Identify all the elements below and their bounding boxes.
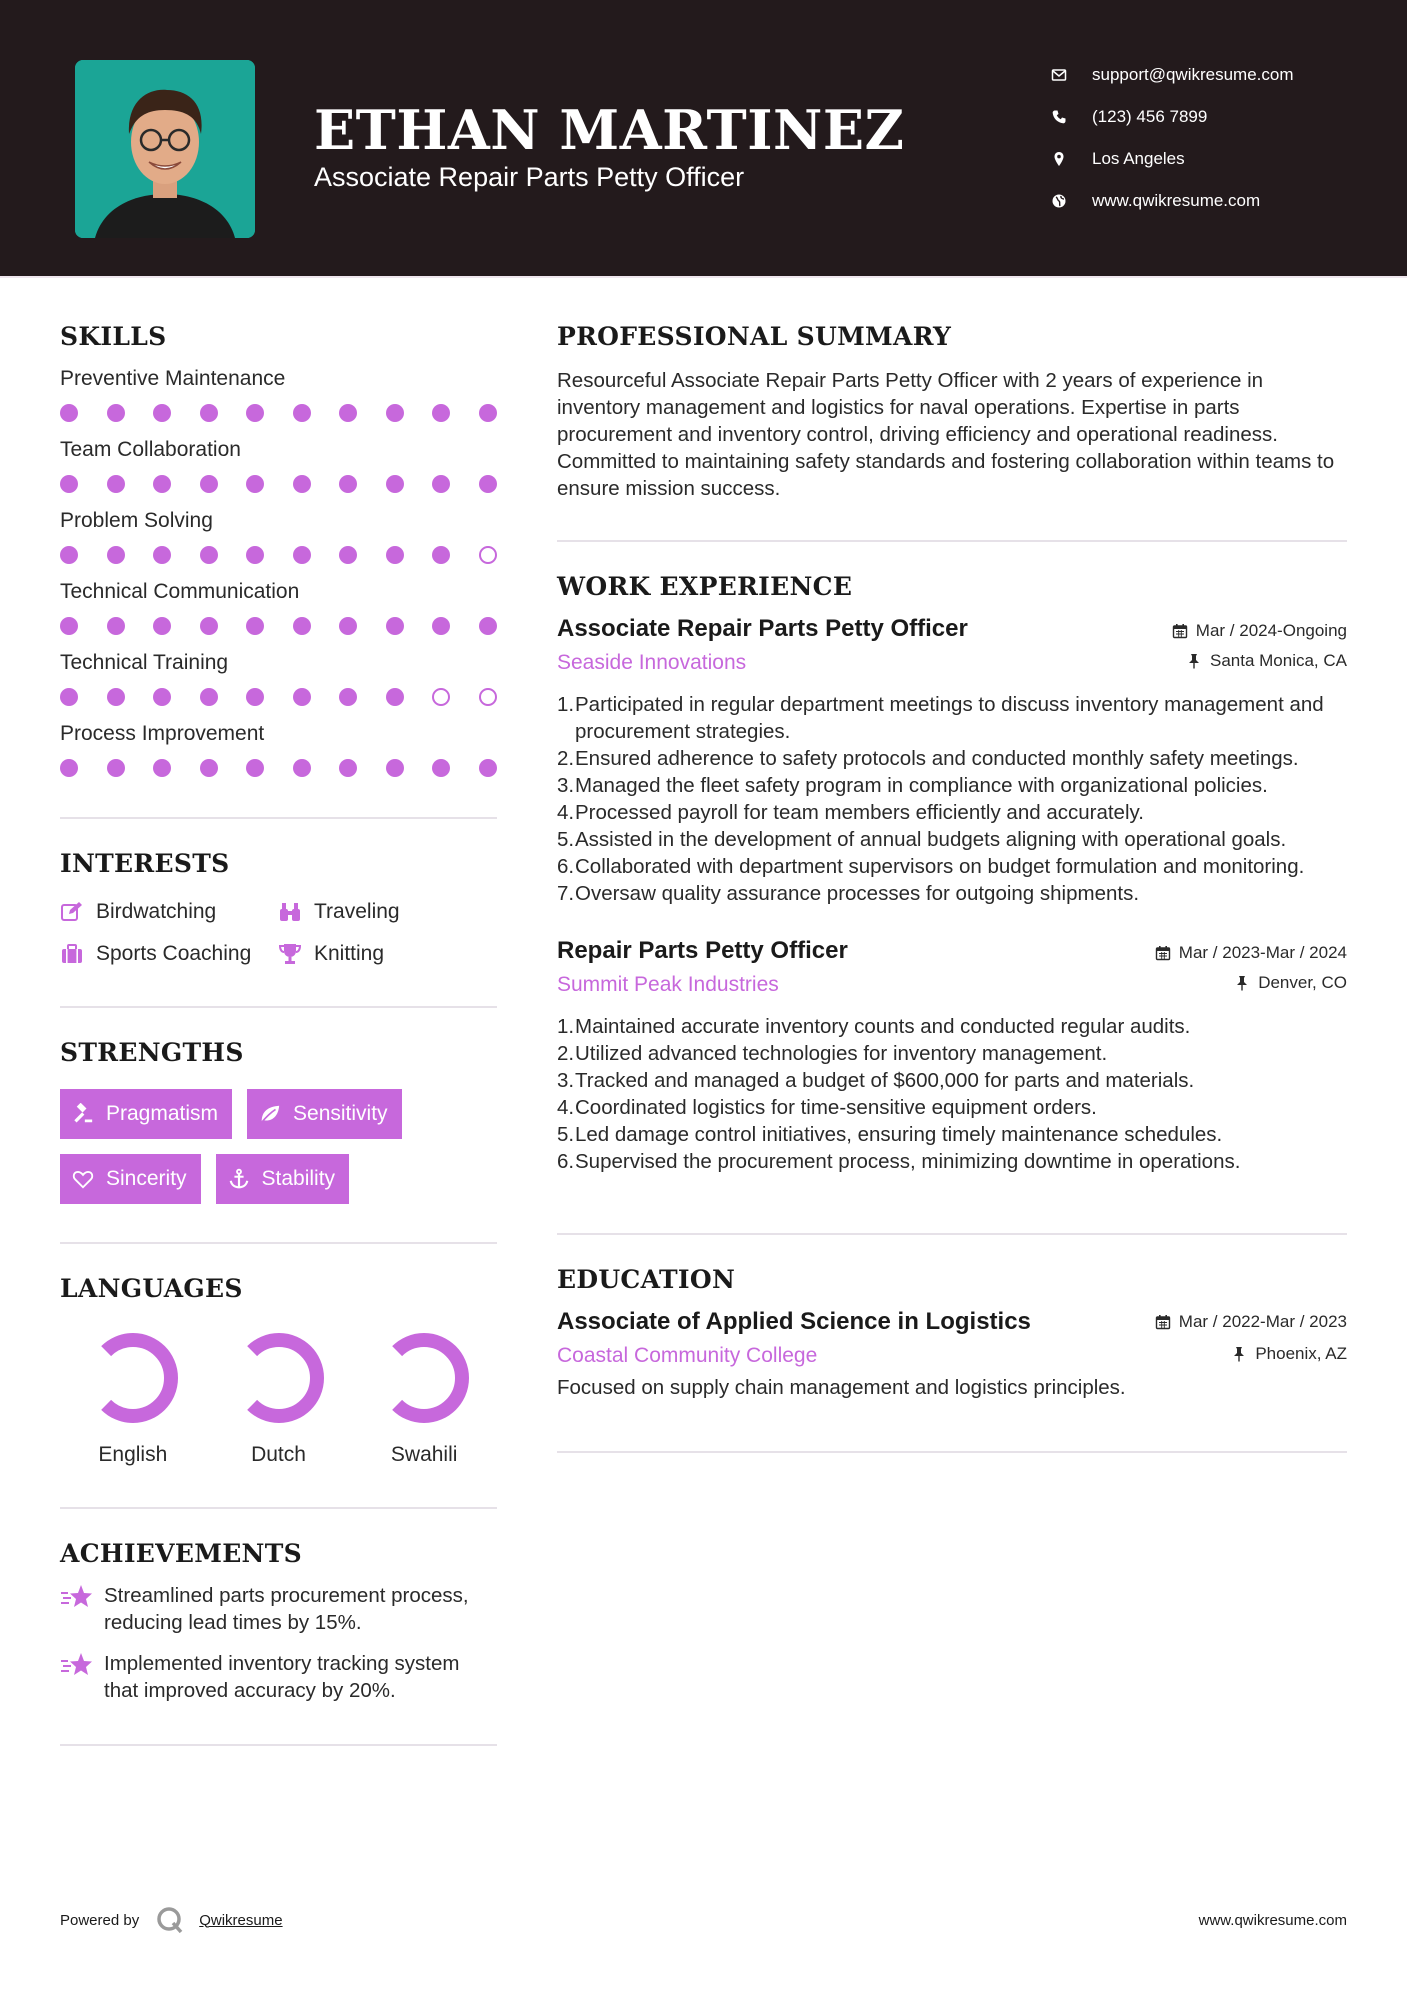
- section-divider: [60, 1242, 497, 1244]
- job-dates: [1155, 943, 1347, 963]
- job-entry: [557, 615, 1347, 907]
- skill-dot-filled: [479, 759, 497, 777]
- skill-label: Technical Training: [60, 651, 229, 674]
- skill-dot-filled: [386, 475, 404, 493]
- powered-by-text: Powered by: [60, 1911, 140, 1929]
- skill-dot-filled: [153, 759, 171, 777]
- skill-dot-filled: [432, 617, 450, 635]
- skill-dot-filled: [107, 546, 125, 564]
- skill-dot-filled: [293, 546, 311, 564]
- job-bullets: [557, 691, 1347, 907]
- skill-label: Preventive Maintenance: [60, 367, 286, 390]
- skill-dot-filled: [432, 404, 450, 422]
- skill-dot-filled: [107, 688, 125, 706]
- skill-label: Team Collaboration: [60, 438, 241, 461]
- achievement-text: Streamlined parts procurement process, reducing lead times by 15%.: [104, 1584, 469, 1634]
- skill-dot-filled: [386, 546, 404, 564]
- skill-rating: [60, 688, 497, 706]
- skill-dot-filled: [200, 546, 218, 564]
- strength-label: Pragmatism: [106, 1102, 219, 1125]
- skill-dot-filled: [386, 688, 404, 706]
- language-item: [60, 1331, 206, 1467]
- skill-dot-empty: [479, 688, 497, 706]
- skill-dot-filled: [479, 617, 497, 635]
- skill-dot-filled: [246, 546, 264, 564]
- skill-dot-filled: [153, 546, 171, 564]
- interest-label: Sports Coaching: [96, 942, 252, 965]
- skill-dot-filled: [479, 404, 497, 422]
- skills-section: [60, 322, 497, 777]
- calendar-icon: [1155, 1314, 1171, 1330]
- job-location-text: Santa Monica, CA: [1209, 651, 1347, 670]
- skill-dot-filled: [107, 617, 125, 635]
- skill-dot-filled: [60, 617, 78, 635]
- skill-dot-filled: [246, 404, 264, 422]
- briefcase-icon: [60, 942, 84, 966]
- skill-dot-filled: [153, 617, 171, 635]
- degree-title: Associate of Applied Science in Logistics: [557, 1308, 1031, 1335]
- job-title: Associate Repair Parts Petty Officer: [557, 615, 968, 642]
- job-bullet: Led damage control initiatives, ensuring timely maintenance schedules.: [575, 1123, 1223, 1146]
- education-location: [1231, 1344, 1347, 1364]
- section-divider: [60, 1507, 497, 1509]
- language-proficiency-arc: [397, 1340, 462, 1416]
- job-bullet: Processed payroll for team members efficiently and accurately.: [575, 801, 1144, 824]
- skill-dot-filled: [200, 759, 218, 777]
- summary-heading: PROFESSIONAL SUMMARY: [557, 322, 952, 351]
- job-bullets: [557, 1013, 1347, 1175]
- right-column: [557, 322, 1347, 1453]
- job-bullet: Utilized advanced technologies for inventory management.: [575, 1042, 1108, 1065]
- leaf-icon: [259, 1103, 281, 1125]
- skill-dot-filled: [432, 475, 450, 493]
- job-bullet: Assisted in the development of annual budgets aligning with operational goals.: [575, 828, 1287, 851]
- contact-website[interactable]: [1050, 180, 1380, 222]
- contact-email[interactable]: [1050, 54, 1380, 96]
- skill-dot-filled: [200, 475, 218, 493]
- skill-dot-filled: [153, 404, 171, 422]
- heart-icon: [72, 1168, 94, 1190]
- pushpin-icon: [1186, 653, 1202, 669]
- pushpin-icon: [1231, 1346, 1247, 1362]
- footer-url[interactable]: www.qwikresume.com: [1198, 1911, 1347, 1929]
- interest-item: [60, 942, 278, 966]
- interest-label: Traveling: [314, 900, 400, 923]
- contact-phone[interactable]: [1050, 96, 1380, 138]
- strength-badge: [60, 1154, 201, 1204]
- skill-dot-filled: [339, 475, 357, 493]
- skill-dot-filled: [200, 404, 218, 422]
- skill-dot-filled: [386, 617, 404, 635]
- pushpin-icon: [1234, 975, 1250, 991]
- language-proficiency-arc: [106, 1340, 171, 1416]
- education-section: [557, 1265, 1347, 1401]
- job-entry: [557, 937, 1347, 1175]
- experience-heading: WORK EXPERIENCE: [557, 572, 853, 601]
- skill-dot-filled: [60, 404, 78, 422]
- job-dates-text: Mar / 2024-Ongoing: [1195, 621, 1347, 640]
- strengths-heading: STRENGTHS: [60, 1038, 244, 1067]
- job-bullet: Supervised the procurement process, minimizing downtime in operations.: [575, 1150, 1241, 1173]
- interest-label: Knitting: [314, 942, 385, 965]
- gavel-icon: [72, 1103, 94, 1125]
- skill-dot-filled: [293, 759, 311, 777]
- map-pin-icon: [1050, 150, 1068, 168]
- company-name: Seaside Innovations: [557, 651, 747, 674]
- education-heading: EDUCATION: [557, 1265, 736, 1294]
- job-bullet: Ensured adherence to safety protocols and conducted monthly safety meetings.: [575, 747, 1299, 770]
- strength-label: Sensitivity: [293, 1102, 388, 1125]
- interest-item: [60, 900, 278, 924]
- trophy-icon: [278, 942, 302, 966]
- skill-dot-filled: [60, 688, 78, 706]
- job-bullet: Collaborated with department supervisors on budget formulation and monitoring.: [575, 855, 1305, 878]
- skill-dot-filled: [153, 688, 171, 706]
- job-location: [1186, 651, 1347, 671]
- skill-dot-filled: [107, 759, 125, 777]
- strength-badge: [216, 1154, 350, 1204]
- skill-dot-filled: [246, 475, 264, 493]
- job-bullet: Oversaw quality assurance processes for outgoing shipments.: [575, 882, 1140, 905]
- contact-location-text: Los Angeles: [1092, 149, 1185, 168]
- strength-label: Stability: [261, 1167, 336, 1190]
- education-dates: [1155, 1312, 1347, 1332]
- skill-dot-filled: [479, 475, 497, 493]
- achievements-section: [60, 1539, 497, 1704]
- section-divider: [60, 1006, 497, 1008]
- strength-badge: [60, 1089, 232, 1139]
- candidate-name: ETHAN MARTINEZ: [314, 98, 905, 162]
- job-title: Repair Parts Petty Officer: [557, 937, 848, 964]
- skill-rating: [60, 546, 497, 564]
- page-footer: [60, 1900, 1347, 1940]
- skill-dot-filled: [153, 475, 171, 493]
- skill-dot-filled: [339, 617, 357, 635]
- language-label: English: [98, 1443, 168, 1466]
- section-divider: [60, 817, 497, 819]
- job-bullet: Coordinated logistics for time-sensitive equipment orders.: [575, 1096, 1097, 1119]
- profile-photo: [75, 60, 255, 238]
- pencil-square-icon: [60, 900, 84, 924]
- resume-header: [0, 0, 1407, 276]
- skill-dot-filled: [432, 546, 450, 564]
- anchor-icon: [228, 1168, 250, 1190]
- achievements-heading: ACHIEVEMENTS: [60, 1539, 302, 1568]
- shooting-star-icon: [60, 1652, 94, 1678]
- skill-dot-filled: [60, 546, 78, 564]
- section-divider: [557, 1233, 1347, 1235]
- language-proficiency-ring: [377, 1331, 471, 1425]
- skill-dot-filled: [293, 475, 311, 493]
- contact-website-text: www.qwikresume.com: [1092, 191, 1261, 210]
- job-bullet: Maintained accurate inventory counts and conducted regular audits.: [575, 1015, 1191, 1038]
- skill-dot-filled: [246, 688, 264, 706]
- skill-dot-filled: [339, 759, 357, 777]
- company-name: Summit Peak Industries: [557, 973, 779, 996]
- skill-rating: [60, 475, 497, 493]
- skill-dot-filled: [339, 404, 357, 422]
- qwikresume-link[interactable]: Qwikresume: [199, 1911, 283, 1929]
- header-divider: [0, 276, 1407, 278]
- achievement-item: [60, 1582, 497, 1636]
- interests-section: [60, 849, 497, 966]
- summary-text: Resourceful Associate Repair Parts Petty Officer with 2 years of experience in inventory management and logistics for naval operations. Expertise in parts procurement and inventory control, driving efficiency and operational readiness. Committed to maintaining safety standards and fostering collaboration within teams to ensure mission success.: [557, 369, 1335, 500]
- skill-dot-filled: [339, 688, 357, 706]
- qwikresume-logo-icon: [155, 1905, 185, 1935]
- shooting-star-icon: [60, 1584, 94, 1610]
- skill-dot-filled: [432, 759, 450, 777]
- avatar-illustration: [75, 60, 255, 238]
- strengths-section: [60, 1038, 497, 1204]
- experience-section: [557, 572, 1347, 1175]
- skill-dot-filled: [339, 546, 357, 564]
- language-proficiency-ring: [86, 1331, 180, 1425]
- contact-email-text: support@qwikresume.com: [1092, 65, 1294, 84]
- skill-dot-filled: [386, 759, 404, 777]
- language-proficiency-arc: [252, 1340, 317, 1416]
- skill-dot-filled: [60, 475, 78, 493]
- language-proficiency-ring: [232, 1331, 326, 1425]
- job-location-text: Denver, CO: [1258, 973, 1347, 992]
- job-dates: [1172, 621, 1347, 641]
- skill-label: Technical Communication: [60, 580, 300, 603]
- envelope-icon: [1050, 66, 1068, 84]
- skill-dot-filled: [200, 688, 218, 706]
- skill-dot-empty: [479, 546, 497, 564]
- skill-dot-filled: [107, 404, 125, 422]
- job-dates-text: Mar / 2023-Mar / 2024: [1178, 943, 1347, 962]
- skill-dot-filled: [386, 404, 404, 422]
- job-bullet: Managed the fleet safety program in compliance with organizational policies.: [575, 774, 1268, 797]
- job-bullet: Participated in regular department meetings to discuss inventory management and procurement strategies.: [575, 693, 1324, 743]
- job-location: [1234, 973, 1347, 993]
- contact-location: [1050, 138, 1380, 180]
- skill-dot-filled: [246, 617, 264, 635]
- contact-list: [1050, 54, 1380, 222]
- language-label: Dutch: [251, 1443, 306, 1466]
- strength-badge: [247, 1089, 402, 1139]
- candidate-title: Associate Repair Parts Petty Officer: [314, 162, 745, 192]
- skill-rating: [60, 617, 497, 635]
- education-location-text: Phoenix, AZ: [1255, 1344, 1347, 1363]
- section-divider: [60, 1744, 497, 1746]
- skill-dot-filled: [293, 617, 311, 635]
- skill-rating: [60, 404, 497, 422]
- powered-by: [60, 1905, 283, 1935]
- languages-heading: LANGUAGES: [60, 1274, 243, 1303]
- strength-label: Sincerity: [106, 1167, 187, 1190]
- languages-section: [60, 1274, 497, 1467]
- skill-dot-filled: [246, 759, 264, 777]
- globe-icon: [1050, 192, 1068, 210]
- achievement-text: Implemented inventory tracking system that improved accuracy by 20%.: [104, 1652, 460, 1702]
- skill-dot-filled: [60, 759, 78, 777]
- education-dates-text: Mar / 2022-Mar / 2023: [1178, 1312, 1347, 1331]
- school-name: Coastal Community College: [557, 1344, 818, 1367]
- phone-icon: [1050, 108, 1068, 126]
- calendar-icon: [1155, 945, 1171, 961]
- skill-dot-empty: [432, 688, 450, 706]
- interest-label: Birdwatching: [96, 900, 217, 923]
- language-label: Swahili: [390, 1443, 458, 1466]
- skill-dot-filled: [293, 688, 311, 706]
- skill-rating: [60, 759, 497, 777]
- contact-phone-text: (123) 456 7899: [1092, 107, 1208, 126]
- skill-dot-filled: [107, 475, 125, 493]
- section-divider: [557, 1451, 1347, 1453]
- interest-item: [278, 942, 478, 966]
- language-item: [351, 1331, 497, 1467]
- interests-heading: INTERESTS: [60, 849, 230, 878]
- interest-item: [278, 900, 478, 924]
- skill-dot-filled: [293, 404, 311, 422]
- section-divider: [557, 540, 1347, 542]
- skill-label: Process Improvement: [60, 722, 265, 745]
- job-bullet: Tracked and managed a budget of $600,000 for parts and materials.: [575, 1069, 1195, 1092]
- education-description: Focused on supply chain management and logistics principles.: [557, 1376, 1126, 1399]
- left-column: [60, 322, 497, 1746]
- language-item: [206, 1331, 352, 1467]
- achievement-item: [60, 1650, 497, 1704]
- binoculars-icon: [278, 900, 302, 924]
- skills-heading: SKILLS: [60, 322, 167, 351]
- summary-section: [557, 322, 1347, 502]
- calendar-icon: [1172, 623, 1188, 639]
- skill-dot-filled: [200, 617, 218, 635]
- skill-label: Problem Solving: [60, 509, 213, 532]
